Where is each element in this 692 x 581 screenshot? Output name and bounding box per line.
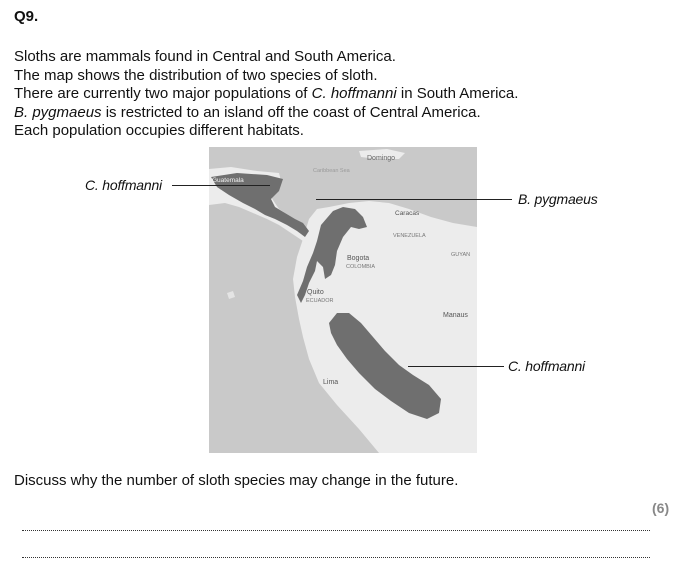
callout-label-b-pygmaeus: B. pygmaeus: [518, 191, 598, 207]
intro-line: B. pygmaeus is restricted to an island off the coast of Central America.: [14, 103, 481, 121]
callout-leader-c-hoffmanni-north: [172, 185, 270, 186]
callout-label-c-hoffmanni-north: C. hoffmanni: [85, 177, 162, 193]
callout-leader-c-hoffmanni-south: [408, 366, 504, 367]
map-label-venezuela: VENEZUELA: [393, 233, 426, 239]
map-label-bogota: Bogota: [347, 255, 370, 262]
answer-line[interactable]: [22, 557, 650, 558]
map-label-guyana: GUYAN: [451, 252, 471, 258]
map-label-quito: Quito: [307, 289, 324, 296]
map-label-caracas: Caracas: [395, 210, 420, 217]
callout-label-c-hoffmanni-south: C. hoffmanni: [508, 358, 585, 374]
map-label-guatemala: Guatemala: [212, 177, 244, 184]
map-label-ecuador: ECUADOR: [306, 298, 334, 304]
intro-line: The map shows the distribution of two species of sloth.: [14, 66, 378, 84]
answer-line[interactable]: [22, 530, 650, 531]
marks-indicator: (6): [652, 500, 670, 516]
question-number: Q9.: [14, 8, 39, 25]
intro-line: There are currently two major populations of C. hoffmanni in South America.: [14, 85, 519, 103]
map-label-domingo: Domingo: [367, 155, 396, 162]
callout-leader-b-pygmaeus: [316, 199, 512, 200]
sloth-distribution-map: [209, 147, 477, 453]
question-intro: [14, 48, 518, 141]
question-prompt: Discuss why the number of sloth species may change in the future.: [14, 472, 459, 489]
map-label-manaus: Manaus: [443, 312, 468, 319]
map-label-colombia: COLOMBIA: [346, 264, 376, 270]
map-label-lima: Lima: [323, 379, 339, 386]
intro-line: Sloths are mammals found in Central and South America.: [14, 48, 396, 65]
intro-line: Each population occupies different habitats.: [14, 122, 304, 140]
map-label-caribbean-sea: Caribbean Sea: [313, 168, 350, 174]
